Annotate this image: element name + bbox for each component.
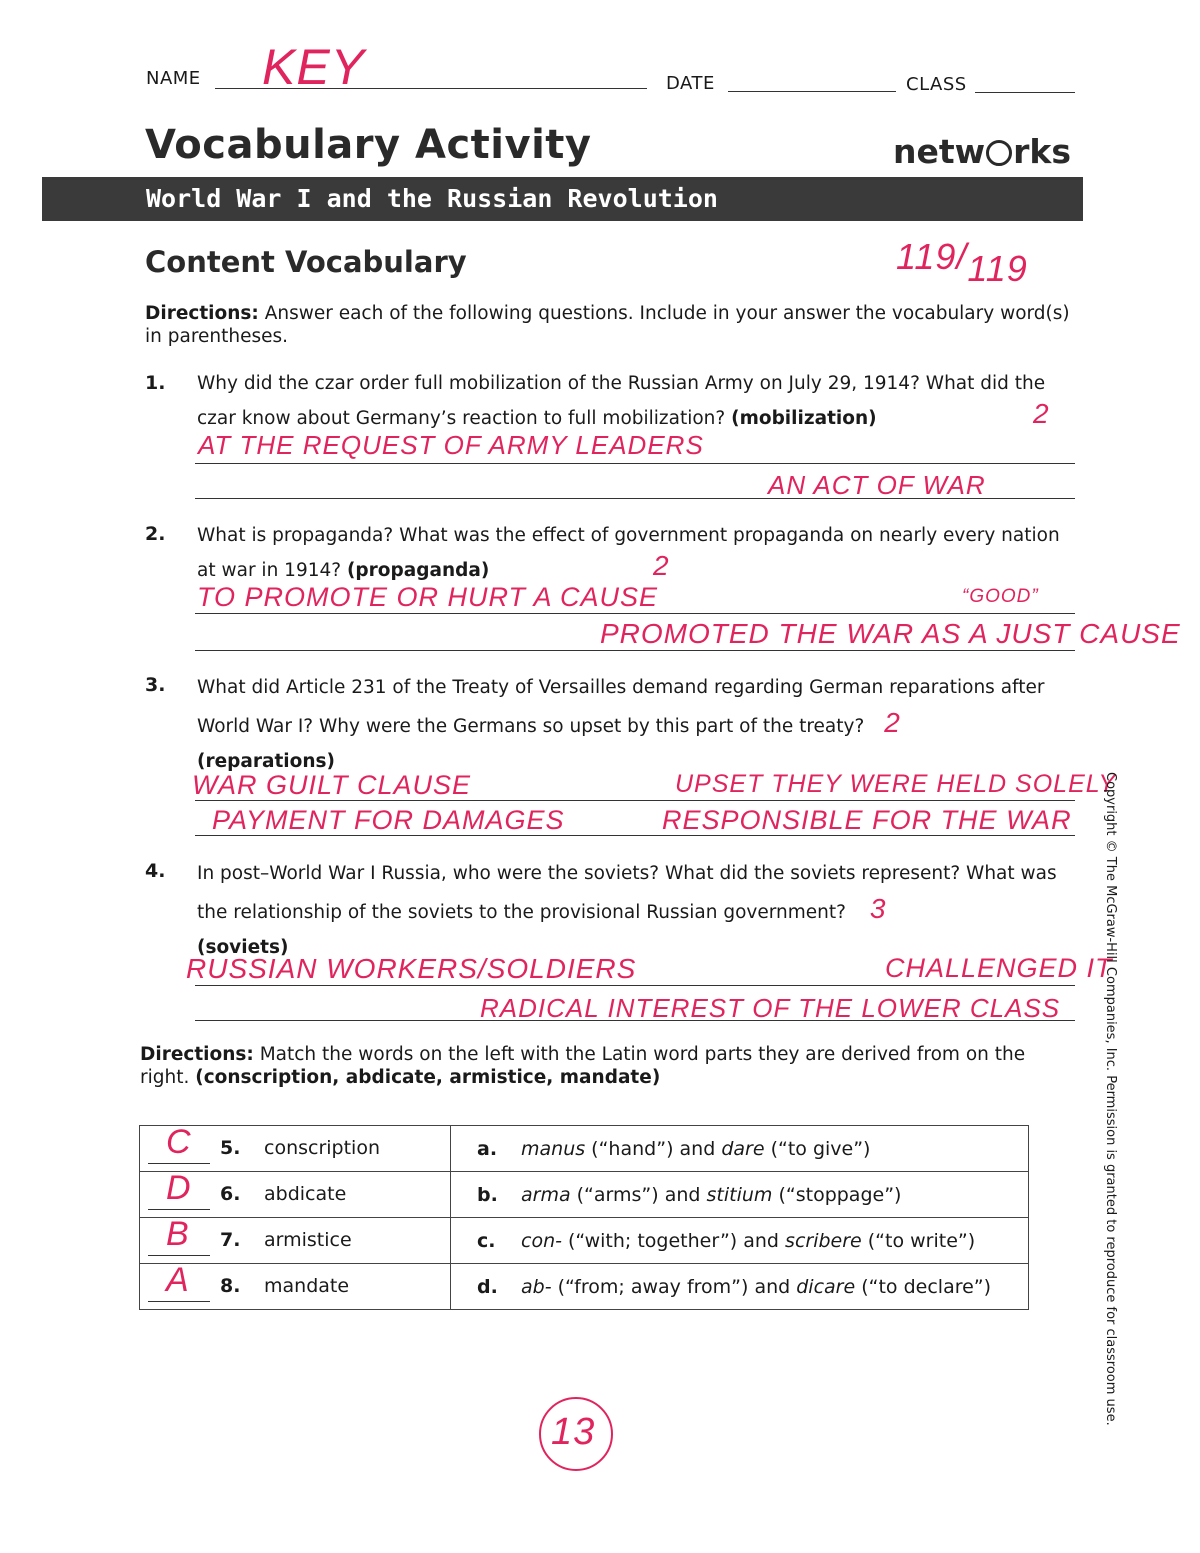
question-number: 3.: [145, 674, 166, 696]
directions-body: Match the words on the left with the Latin word parts they are derived from on the right.: [140, 1044, 1026, 1088]
answer-line[interactable]: [195, 463, 1075, 464]
handwritten-answer: UPSET THEY WERE HELD SOLELY: [675, 770, 1117, 798]
page-title: Vocabulary Activity: [145, 122, 592, 168]
class-label: CLASS: [906, 74, 967, 95]
answer-blank[interactable]: [148, 1169, 210, 1210]
score-numerator: 119: [896, 236, 957, 277]
logo-gear-icon: [986, 140, 1012, 166]
copyright-notice: Copyright © The McGraw-Hill Companies, Inc. Permission is granted to reproduce for classroom use.: [1103, 772, 1118, 1426]
handwritten-answer: PROMOTED THE WAR AS A JUST CAUSE: [600, 618, 1181, 649]
matching-row: [140, 1126, 1029, 1172]
latin-root-2: dicare: [796, 1275, 856, 1298]
answer-line[interactable]: [195, 985, 1075, 986]
directions-body: Answer each of the following questions. Include in your answer the vocabulary word(s) in parentheses.: [145, 303, 1070, 347]
answer-blank[interactable]: [148, 1215, 210, 1256]
matching-right-cell: [451, 1172, 1029, 1218]
latin-root-1: arma: [521, 1183, 571, 1206]
question-body: In post–World War I Russia, who were the soviets? What did the soviets represent? What was the relationship of the soviets to the provisional Russian government?: [197, 863, 1057, 923]
item-number: 8.: [220, 1275, 241, 1297]
matching-table: [139, 1125, 1029, 1310]
handwritten-answer: “GOOD”: [962, 586, 1039, 607]
option-letter: d.: [477, 1275, 498, 1298]
directions-words: (conscription, abdicate, armistice, mandate): [195, 1067, 661, 1088]
latin-root-2: stitium: [706, 1183, 773, 1206]
handwritten-answer: AN ACT OF WAR: [768, 470, 986, 500]
vocab-word: (soviets): [197, 937, 289, 958]
option-letter: c.: [477, 1229, 496, 1252]
root-meaning-1: (“with; together”) and: [561, 1229, 786, 1252]
root-meaning-2: (“to write”): [861, 1229, 976, 1252]
handwritten-answer: RUSSIAN WORKERS/SOLDIERS: [186, 953, 637, 984]
points-awarded: 3: [869, 893, 887, 924]
question-body: Why did the czar order full mobilization of the Russian Army on July 29, 1914? What did the czar know about Germany’s reaction to full mobilization?: [197, 373, 1046, 429]
vocab-term: conscription: [264, 1137, 381, 1159]
root-meaning-2: (“stoppage”): [772, 1183, 902, 1206]
handwritten-letter: B: [166, 1215, 190, 1253]
latin-root-2: scribere: [785, 1229, 862, 1252]
latin-root-2: dare: [721, 1137, 765, 1160]
points-awarded: 2: [653, 550, 670, 581]
root-meaning-2: (“to declare”): [855, 1275, 992, 1298]
item-number: 7.: [220, 1229, 241, 1251]
matching-left-cell: [140, 1261, 451, 1310]
matching-right-cell: [451, 1264, 1029, 1310]
points-awarded: 2: [884, 707, 901, 738]
section-title: Content Vocabulary: [145, 245, 467, 279]
logo-text-post: rks: [1013, 132, 1072, 171]
matching-row: [140, 1218, 1029, 1264]
latin-root-1: con-: [521, 1229, 562, 1252]
answer-blank[interactable]: [148, 1261, 210, 1302]
handwritten-answer: AT THE REQUEST OF ARMY LEADERS: [198, 430, 704, 460]
page-score: 13: [551, 1411, 596, 1453]
answer-line[interactable]: [195, 613, 1075, 614]
question-number: 1.: [145, 372, 166, 394]
question-text: [197, 856, 1077, 965]
vocab-term: mandate: [264, 1275, 350, 1297]
item-number: 5.: [220, 1137, 241, 1159]
directions-text: [145, 302, 1075, 348]
handwritten-letter: D: [166, 1169, 192, 1207]
matching-left-cell: [140, 1169, 451, 1218]
chapter-banner-text: World War I and the Russian Revolution: [146, 184, 718, 213]
directions-label: Directions:: [145, 303, 259, 324]
root-meaning-2: (“to give”): [764, 1137, 871, 1160]
page-score-circle: [539, 1397, 613, 1471]
question-text: [197, 670, 1077, 779]
total-score: [896, 236, 1028, 289]
matching-right-cell: [451, 1126, 1029, 1172]
matching-left-cell: [140, 1123, 451, 1172]
handwritten-answer: TO PROMOTE OR HURT A CAUSE: [197, 582, 659, 612]
handwritten-letter: A: [166, 1261, 190, 1299]
latin-root-1: manus: [521, 1137, 586, 1160]
question-text: [197, 366, 1077, 436]
question-number: 2.: [145, 523, 166, 545]
vocab-word: (mobilization): [731, 408, 877, 429]
question-text: [197, 518, 1077, 588]
root-meaning-1: (“hand”) and: [585, 1137, 722, 1160]
root-meaning-1: (“arms”) and: [570, 1183, 707, 1206]
question-body: What is propaganda? What was the effect of government propaganda on nearly every nation at war in 1914?: [197, 525, 1060, 581]
option-letter: a.: [477, 1137, 498, 1160]
question-body: What did Article 231 of the Treaty of Versailles demand regarding German reparations after World War I? Why were the Germans so upset by this part of the treaty?: [197, 677, 1045, 737]
networks-logo: [893, 132, 1071, 171]
matching-row: [140, 1264, 1029, 1310]
vocab-word: (propaganda): [346, 560, 490, 581]
option-letter: b.: [477, 1183, 498, 1206]
date-label: DATE: [666, 73, 715, 94]
score-denominator: 119: [967, 248, 1028, 289]
handwritten-answer: PAYMENT FOR DAMAGES: [212, 805, 565, 835]
vocab-word: (reparations): [197, 751, 335, 772]
vocab-term: abdicate: [264, 1183, 347, 1205]
answer-blank[interactable]: [148, 1123, 210, 1164]
handwritten-answer: RADICAL INTEREST OF THE LOWER CLASS: [480, 993, 1061, 1023]
question-number: 4.: [145, 860, 166, 882]
name-value: KEY: [262, 39, 366, 95]
handwritten-answer: RESPONSIBLE FOR THE WAR: [662, 805, 1072, 835]
points-awarded: 2: [1033, 398, 1050, 429]
name-label: NAME: [146, 68, 201, 89]
root-meaning-1: (“from; away from”) and: [551, 1275, 797, 1298]
matching-row: [140, 1172, 1029, 1218]
chapter-banner: [42, 177, 1083, 221]
answer-line[interactable]: [195, 650, 1075, 651]
latin-root-1: ab-: [521, 1275, 552, 1298]
handwritten-letter: C: [166, 1123, 192, 1161]
directions-label: Directions:: [140, 1044, 254, 1065]
matching-right-cell: [451, 1218, 1029, 1264]
matching-directions: [140, 1043, 1075, 1089]
date-field[interactable]: [728, 91, 896, 92]
logo-text-pre: netw: [893, 132, 986, 171]
score-slash: /: [956, 236, 968, 277]
matching-left-cell: [140, 1215, 451, 1264]
class-field[interactable]: [975, 92, 1075, 93]
handwritten-answer: WAR GUILT CLAUSE: [192, 770, 472, 800]
item-number: 6.: [220, 1183, 241, 1205]
vocab-term: armistice: [264, 1229, 352, 1251]
handwritten-answer: CHALLENGED IT: [885, 953, 1113, 983]
